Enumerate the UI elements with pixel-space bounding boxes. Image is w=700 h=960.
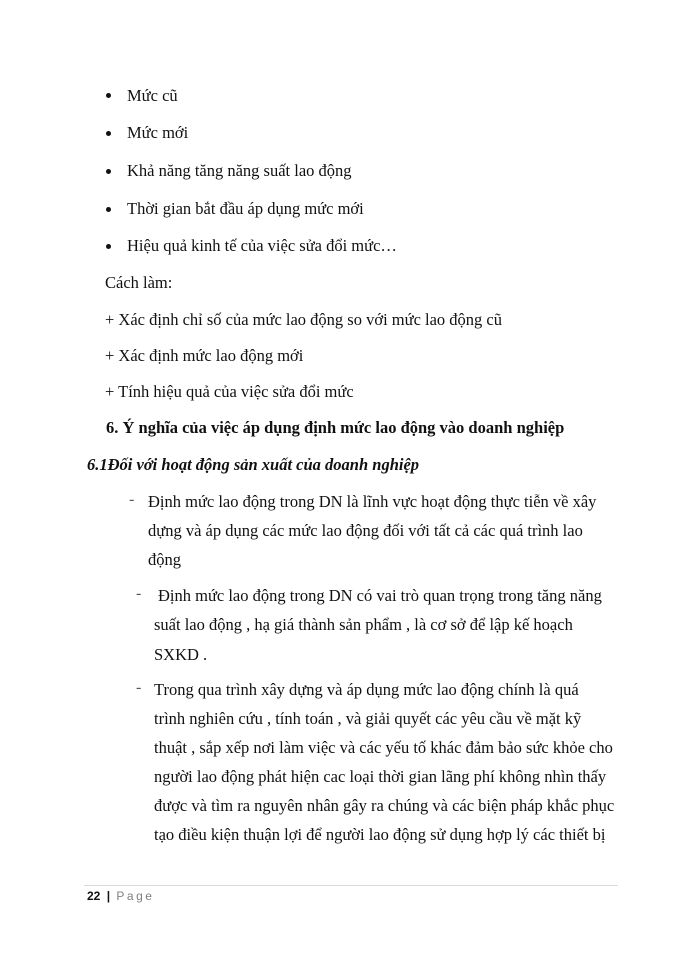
paragraph-line: thuật , sắp xếp nơi làm việc và các yếu tố khác đảm bảo sức khỏe cho [154,738,613,757]
footer-separator: | [106,889,111,903]
bullet-dot [106,131,111,136]
page-label: Page [116,889,155,903]
step-line: + Xác định chỉ số của mức lao động so với mức lao động cũ [105,310,502,329]
paragraph-line: được và tìm ra nguyên nhân gây ra chúng và các biện pháp khắc phục [154,796,615,815]
paragraph-line: SXKD . [154,645,208,664]
list-item-text: Thời gian bắt đầu áp dụng mức mới [127,199,364,218]
subsection-heading: 6.1Đối với hoạt động sản xuất của doanh nghiệp [87,455,420,474]
list-item-text: Khả năng tăng năng suất lao động [127,161,352,180]
page-number: 22 [87,889,101,903]
list-item-text: Hiệu quả kinh tế của việc sửa đổi mức… [127,236,397,255]
list-item-text: Mức mới [127,123,189,142]
dash-marker: - [136,679,142,696]
paragraph-line: Định mức lao động trong DN có vai trò quan trọng trong tăng năng [158,586,602,605]
paragraph-line: dựng và áp dụng các mức lao động đối với tất cả các quá trình lao [148,521,583,540]
paragraph-line: tạo điều kiện thuận lợi để người lao động sử dụng hợp lý các thiết bị [154,825,606,844]
paragraph-line: suất lao động , hạ giá thành sản phẩm , là cơ sở để lập kế hoạch [154,615,573,634]
page-footer [87,889,154,903]
dash-marker: - [136,585,142,602]
step-line: + Xác định mức lao động mới [105,346,304,365]
bullet-dot [106,169,111,174]
paragraph-line: người lao động phát hiện cac loại thời gian lãng phí không nhìn thấy [154,767,607,786]
list-item-text: Mức cũ [127,86,178,105]
step-line: + Tính hiệu quả của việc sửa đổi mức [105,382,354,401]
paragraph-line: Định mức lao động trong DN là lĩnh vực hoạt động thực tiễn về xây [148,492,597,511]
paragraph-line: trình nghiên cứu , tính toán , và giải quyết các yêu cầu về mặt kỹ [154,709,582,728]
paragraph-line: động [148,550,181,569]
method-label: Cách làm: [105,273,173,292]
footer-divider [84,885,618,886]
bullet-dot [106,93,111,98]
dash-marker: - [129,491,135,508]
bullet-dot [106,244,111,249]
bullet-dot [106,207,111,212]
section-heading: 6. Ý nghĩa của việc áp dụng định mức lao động vào doanh nghiệp [106,418,565,437]
paragraph-line: Trong qua trình xây dựng và áp dụng mức lao động chính là quá [154,680,579,699]
